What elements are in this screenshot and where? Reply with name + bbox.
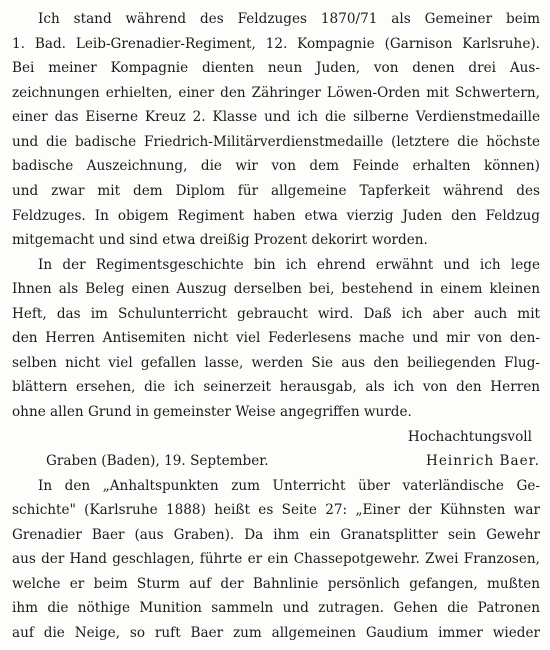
text-line: aus der Hand geschlagen, führte er ein Chassepotgewehr. Zwei Franzosen, xyxy=(12,551,540,568)
text-line: ihm die nöthige Munition sammeln und zutragen. Gehen die Patronen xyxy=(12,600,540,617)
text-line: Grenadier Baer (aus Graben). Da ihm ein Granatsplitter sein Gewehr xyxy=(12,526,540,543)
text-line: Heft, das im Schulunterricht gebraucht wird. Daß ich aber auch mit xyxy=(12,305,540,322)
text-line: Bei meiner Kompagnie dienten neun Juden, von denen drei Aus- xyxy=(12,60,540,77)
closing-text: Hochachtungsvoll xyxy=(407,428,532,445)
text-line: und die badische Friedrich-Militärverdienstmedaille (letztere die höchste xyxy=(12,133,540,150)
text-line: Feldzuges. In obigem Regiment haben etwa vierzig Juden den Feldzug xyxy=(12,207,540,224)
signature-line xyxy=(46,450,540,472)
text-line: einer das Eiserne Kreuz 2. Klasse und ich die silberne Verdienstmedaille xyxy=(12,109,540,126)
text-line: In den „Anhaltspunkten zum Unterricht über vaterländische Ge- xyxy=(38,477,540,494)
text-line: Ihnen als Beleg einen Auszug derselben bei, bestehend in einem kleinen xyxy=(12,281,540,298)
text-line: welche er beim Sturm auf der Bahnlinie persönlich gefangen, mußten xyxy=(12,575,540,592)
signature-name: Heinrich Baer. xyxy=(425,453,540,470)
text-line: auf die Neige, so ruft Baer zum allgemeinen Gaudium immer wieder xyxy=(12,625,540,641)
text-line: selben nicht viel gefallen lasse, werden Sie aus den beiliegenden Flug- xyxy=(12,354,540,371)
text-line: den Herren Antisemiten nicht viel Federlesens mache und mir von den- xyxy=(12,330,540,347)
place-date: Graben (Baden), 19. September. xyxy=(46,453,269,470)
text-line: mitgemacht und sind etwa dreißig Prozent dekorirt worden. xyxy=(12,232,428,248)
text-line: 1. Bad. Leib-Grenadier-Regiment, 12. Kompagnie (Garnison Karlsruhe). xyxy=(12,35,540,52)
text-line: Ich stand während des Feldzuges 1870/71 als Gemeiner beim xyxy=(38,11,540,27)
text-line: und zwar mit dem Diplom für allgemeine Tapferkeit während des xyxy=(12,182,540,199)
text-line: zeichnungen erhielten, einer den Zähringer Löwen-Orden mit Schwertern, xyxy=(12,84,540,101)
text-line: ohne allen Grund in gemeinster Weise angegriffen wurde. xyxy=(12,404,412,420)
text-line: In der Regimentsgeschichte bin ich ehrend erwähnt und ich lege xyxy=(38,256,540,273)
text-line: schichte" (Karlsruhe 1888) heißt es Seite 27: „Einer der Kühnsten war xyxy=(12,502,540,519)
text-line: badische Auszeichnung, die wir von dem Feinde erhalten können) xyxy=(12,158,540,175)
text-line: blättern ersehen, die ich seinerzeit herausgab, als ich von den Herren xyxy=(12,379,540,396)
